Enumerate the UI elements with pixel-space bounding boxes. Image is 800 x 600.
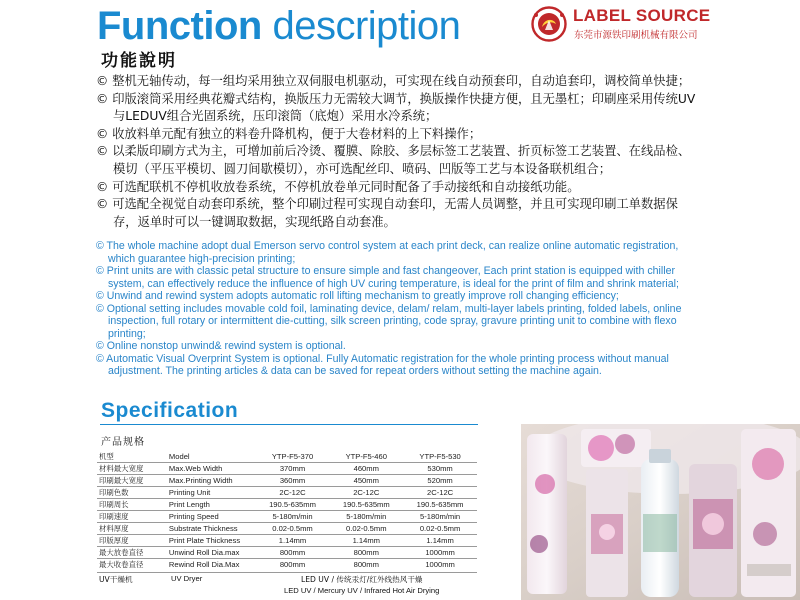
table-cell: Model: [167, 451, 256, 463]
table-cell: 1000mm: [425, 560, 455, 569]
table-cell: 530mm: [403, 463, 477, 475]
cn-section-heading: 功能說明: [101, 51, 177, 71]
table-cell: Rewind Roll Dia.Max: [168, 560, 240, 569]
list-item: © Optional setting includes movable cold foil, laminating device, delam/ relam, multi-layer labels printing, folded labels, online inspection, full rotary or intermittent die-cutting, silk screen printing, code spray, gravure printing unit to combine with flexo printing;: [96, 302, 682, 340]
table-row: [97, 523, 477, 535]
table-cell: 800mm: [353, 560, 379, 569]
table-cell: 材料厚度: [97, 523, 167, 535]
table-cell: 190.5-635mm: [329, 499, 403, 511]
table-cell: 520mm: [403, 475, 477, 487]
table-cell: 机型: [97, 451, 167, 463]
printed-label-samples-photo: [521, 424, 800, 600]
table-row: [97, 463, 477, 475]
table-row: [97, 475, 477, 487]
table-cell: Print Length: [167, 499, 256, 511]
table-cell: 材料最大宽度: [97, 463, 167, 475]
label-source-logo-icon: [530, 6, 568, 42]
list-item: © 印版滚筒采用经典花瓣式结构，换版压力无需较大调节，换版操作快捷方便，且无墨杠；印刷座采用传统UV与LEDUV组合光固系统，压印滚筒（底炮）采用水冷系统；: [96, 91, 696, 124]
table-cell: Printing Unit: [167, 487, 256, 499]
list-item: © 以柔版印刷方式为主，可增加前后冷烫、覆膜、除胶、多层标签工艺装置、折页标签工艺装置、在线品检、模切（平压平模切、圆刀间歇模切），亦可选配丝印、喷码、凹版等工艺与本设备联机组合；: [96, 144, 691, 176]
table-cell: 190.5-635mm: [403, 499, 477, 511]
list-item: © Unwind and rewind system adopts automatic roll lifting mechanism to greatly improve roll changing efficiency;: [96, 290, 619, 302]
table-row: [97, 487, 477, 499]
table-cell: 2C-12C: [403, 487, 477, 499]
table-cell: Substrate Thickness: [167, 523, 256, 535]
table-cell: 1000mm: [403, 547, 477, 559]
table-cell: 5-180m/min: [403, 511, 477, 523]
table-cell: 印刷周长: [97, 499, 167, 511]
brand-name: LABEL SOURCE: [573, 6, 711, 25]
table-row: [97, 511, 477, 523]
spec-table: [97, 451, 477, 570]
table-cell: 1.14mm: [403, 535, 477, 547]
table-cell: YTP-F5-460: [329, 451, 403, 463]
table-cell: YTP-F5-530: [403, 451, 477, 463]
table-cell: 450mm: [329, 475, 403, 487]
list-item: © 可选配全视觉自动套印系统，整个印刷过程可实现自动套印，无需人员调整，并且可实现印刷工单数据保存，返单时可以一键调取数据，实现纸路自动套准。: [96, 197, 678, 229]
table-cell: 1.14mm: [329, 535, 403, 547]
table-cell: 460mm: [329, 463, 403, 475]
table-cell: 800mm: [329, 547, 403, 559]
table-cell: 800mm: [279, 560, 306, 569]
table-row: [97, 547, 477, 559]
page-title: Function description: [97, 4, 461, 48]
table-cell: 0.02-0.5mm: [256, 523, 330, 535]
uv-dryer-row: [97, 572, 477, 599]
table-cell: Unwind Roll Dia.max: [167, 547, 256, 559]
table-cell: 最大收卷直径: [99, 560, 144, 569]
table-cell: 0.02-0.5mm: [403, 523, 477, 535]
table-cell: 5-180m/min: [329, 511, 403, 523]
table-cell: 190.5-635mm: [256, 499, 330, 511]
uv-value-en: LED UV / Mercury UV / Infrared Hot Air Drying: [284, 586, 440, 595]
uv-value-cn: LED UV / 传统汞灯/红外线热风干燥: [301, 575, 423, 584]
table-cell: Max.Web Width: [167, 463, 256, 475]
spec-divider: [100, 424, 478, 425]
list-item: © Automatic Visual Overprint System is optional. Fully Automatic registration for the whole printing process without manual adjustment. The printing articles & data can be saved for repeat orders without setting the machine again.: [96, 352, 669, 377]
table-cell: 0.02-0.5mm: [329, 523, 403, 535]
table-cell: 800mm: [256, 547, 330, 559]
list-item: © 收放料单元配有独立的料卷升降机构，便于大卷材料的上下料操作；: [96, 126, 482, 141]
table-cell: 印刷色数: [97, 487, 167, 499]
table-cell: Max.Printing Width: [167, 475, 256, 487]
table-cell: Printing Speed: [167, 511, 256, 523]
table-cell: 360mm: [256, 475, 330, 487]
table-row: [97, 559, 477, 571]
en-function-list: [96, 240, 706, 378]
spec-subheading: 产品规格: [101, 437, 145, 448]
table-cell: Print Plate Thickness: [167, 535, 256, 547]
table-cell: 印刷速度: [97, 511, 167, 523]
table-cell: 印刷最大宽度: [97, 475, 167, 487]
table-cell: 最大放卷直径: [97, 547, 167, 559]
table-cell: 1.14mm: [256, 535, 330, 547]
list-item: © Online nonstop unwind& rewind system is optional.: [96, 340, 346, 352]
table-cell: 2C-12C: [256, 487, 330, 499]
table-row: [97, 451, 477, 463]
uv-label-en: UV Dryer: [171, 574, 203, 583]
list-item: © 整机无轴传动，每一组均采用独立双伺服电机驱动，可实现在线自动预套印，自动追套印，调校简单快捷；: [96, 74, 691, 88]
list-item: © 可选配联机不停机收放卷系统，不停机放卷单元同时配备了手动接纸和自动接纸功能。: [96, 179, 580, 194]
table-row: [97, 535, 477, 547]
cn-function-list: [96, 73, 696, 231]
uv-label-cn: UV干燥机: [99, 575, 133, 584]
list-item: © Print units are with classic petal structure to ensure simple and fast changeover, Each print station is equipped with chiller system, can effectively reduce the influence of high UV curing temperature, is ideal for the print of film and shrink material;: [96, 265, 679, 290]
table-cell: YTP-F5-370: [256, 451, 330, 463]
table-row: [97, 499, 477, 511]
table-cell: 印版厚度: [97, 535, 167, 547]
brand-company-name: 东莞市源铁印刷机械有限公司: [574, 30, 698, 41]
table-cell: 370mm: [256, 463, 330, 475]
table-cell: 5-180m/min: [256, 511, 330, 523]
spec-heading: Specification: [101, 399, 239, 422]
table-cell: 2C-12C: [329, 487, 403, 499]
list-item: © The whole machine adopt dual Emerson servo control system at each print deck, can realize online automatic registration, which guarantee high-precision printing;: [96, 240, 679, 265]
